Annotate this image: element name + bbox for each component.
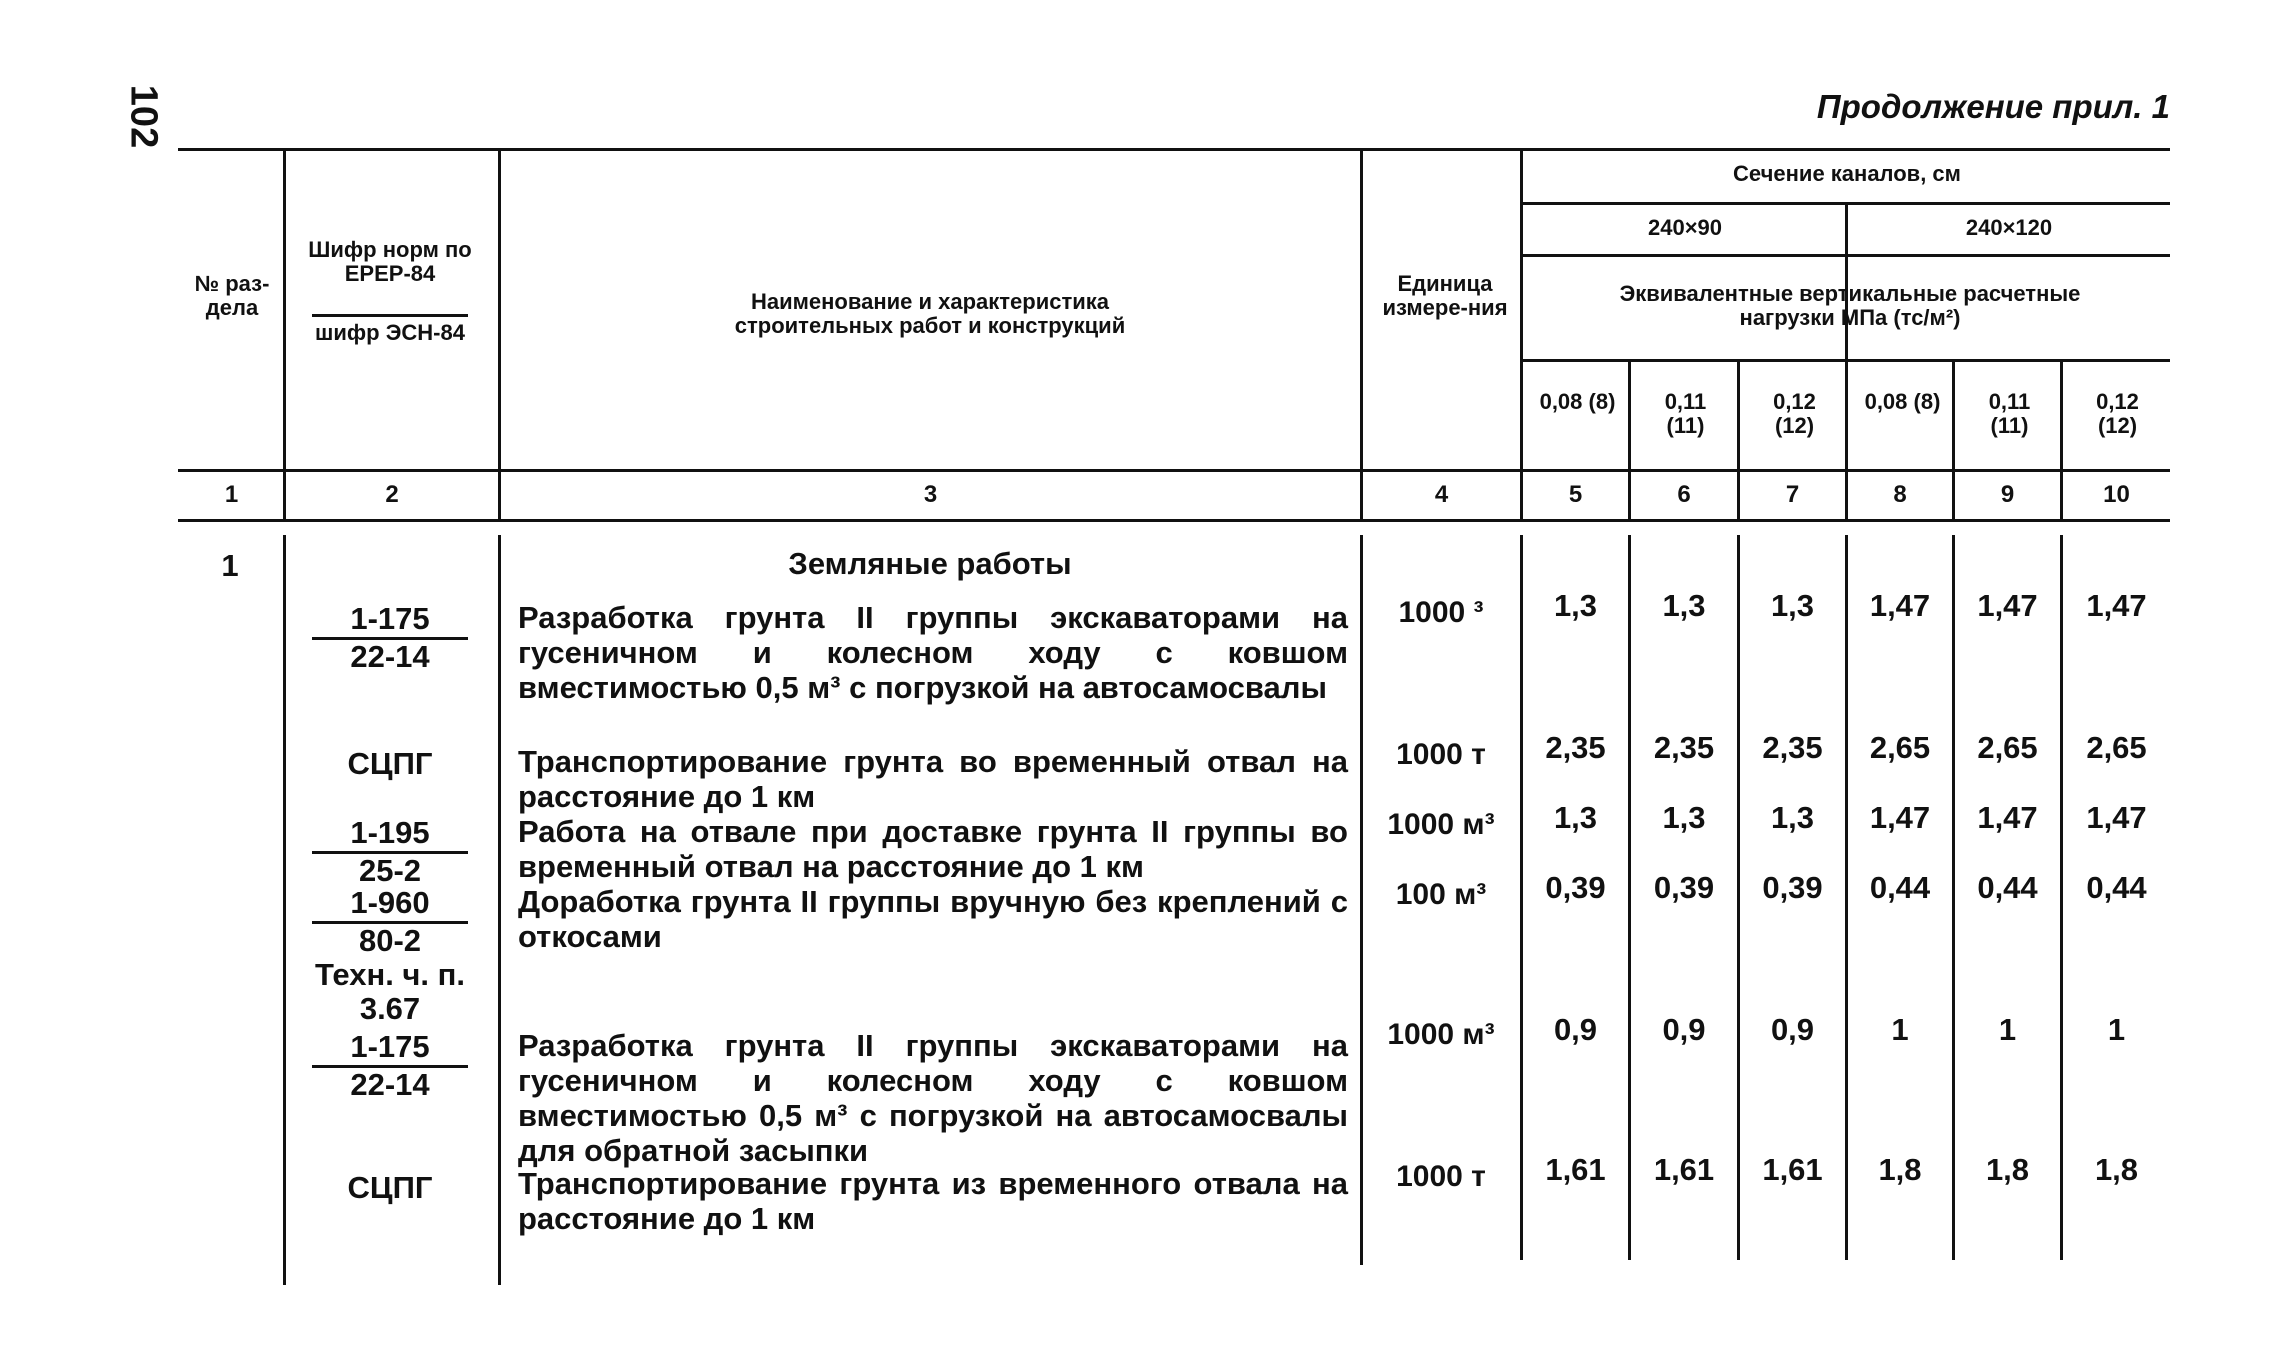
value-cell: 2,65 bbox=[1977, 730, 2038, 765]
value-cell: 0,39 bbox=[1762, 870, 1823, 905]
value-cell: 1,61 bbox=[1545, 1152, 1606, 1187]
value-cell: 2,65 bbox=[2086, 730, 2147, 765]
value-cell: 0,9 bbox=[1662, 1012, 1706, 1047]
value-cell: 1,8 bbox=[1985, 1152, 2030, 1187]
value-cell: 1,61 bbox=[1762, 1152, 1823, 1187]
value-cell: 1,47 bbox=[1869, 800, 1931, 835]
code-top: 1-960 bbox=[312, 886, 468, 924]
load-label: 0,11 (11) bbox=[1988, 389, 2031, 438]
value-cell: 2,35 bbox=[1762, 730, 1823, 765]
value-cell: 1,47 bbox=[1977, 588, 2038, 623]
value-cell: 2,65 bbox=[1869, 730, 1931, 765]
row-unit: 1000 ³ bbox=[1398, 596, 1484, 629]
column-number: 6 bbox=[1677, 481, 1691, 508]
value-cell: 1,3 bbox=[1553, 800, 1598, 835]
value-cell: 0,9 bbox=[1553, 1012, 1598, 1047]
value-cell: 1,47 bbox=[2086, 588, 2147, 623]
code-bottom: 22-14 bbox=[350, 1067, 430, 1102]
row-description: Разработка грунта II группы экскаваторами на гусеничном и колесном ходу с ковшом вместимостью 0,5 м³ с погрузкой на автосамосвалы bbox=[518, 600, 1348, 705]
rule-top bbox=[178, 148, 2170, 151]
value-cell: 1,61 bbox=[1653, 1152, 1715, 1187]
row-unit: 1000 т bbox=[1396, 1160, 1486, 1193]
column-number: 4 bbox=[1434, 481, 1449, 508]
running-header: Продолжение прил. 1 bbox=[1816, 88, 2170, 125]
value-cell: 1,3 bbox=[1662, 588, 1706, 623]
body-vline-1 bbox=[283, 535, 286, 1285]
row-description: Транспортирование грунта во временный отвал на расстояние до 1 км bbox=[518, 744, 1348, 814]
code-bottom: 22-14 bbox=[350, 639, 430, 674]
value-cell: 1,3 bbox=[1770, 588, 1815, 623]
value-cell: 1,8 bbox=[1878, 1152, 1922, 1187]
vline-7 bbox=[1845, 202, 1848, 522]
row-unit: 100 м³ bbox=[1395, 878, 1487, 911]
row-code-fraction bbox=[312, 602, 468, 674]
value-cell: 1,3 bbox=[1770, 800, 1815, 835]
value-cell: 1,47 bbox=[1977, 800, 2038, 835]
header-unit: Единица измере-ния bbox=[1382, 271, 1508, 320]
row-description: Доработка грунта II группы вручную без креплений с откосами bbox=[518, 884, 1348, 954]
value-cell: 1,47 bbox=[1869, 588, 1931, 623]
row-description: Разработка грунта II группы экскаваторами на гусеничном и колесном ходу с ковшом вместимостью 0,5 м³ с погрузкой на автосамосвалы для обратной засыпки bbox=[518, 1028, 1348, 1168]
vline-2 bbox=[498, 148, 501, 522]
header-description: Наименование и характеристика строительных работ и конструкций bbox=[734, 289, 1126, 338]
column-number: 7 bbox=[1785, 481, 1800, 508]
value-cell: 1,3 bbox=[1553, 588, 1598, 623]
column-number: 8 bbox=[1893, 481, 1907, 508]
row-description: Работа на отвале при доставке грунта II группы во временный отвал на расстояние до 1 км bbox=[518, 814, 1348, 884]
row-code-fraction bbox=[312, 886, 468, 958]
row-unit: 1000 м³ bbox=[1387, 1018, 1495, 1051]
value-cell: 1,8 bbox=[2094, 1152, 2139, 1187]
page-number: 102 bbox=[122, 84, 165, 149]
load-label: 0,11 (11) bbox=[1664, 389, 1707, 438]
value-cell: 1 bbox=[2107, 1012, 2126, 1047]
code-bottom: 80-2 bbox=[358, 923, 422, 958]
code-top: 1-175 bbox=[312, 1030, 468, 1068]
vline-1 bbox=[283, 148, 286, 522]
header-code-bottom: шифр ЭСН-84 bbox=[315, 320, 465, 345]
row-unit: 1000 т bbox=[1396, 738, 1486, 771]
load-label: 0,08 (8) bbox=[1539, 389, 1616, 414]
row-code: СЦПГ bbox=[347, 1170, 433, 1205]
column-number: 5 bbox=[1568, 481, 1583, 508]
header-section-b: 240×120 bbox=[1965, 215, 2053, 240]
value-cell: 0,39 bbox=[1653, 870, 1715, 905]
row-unit: 1000 м³ bbox=[1387, 808, 1495, 841]
row-code-fraction bbox=[312, 816, 468, 888]
value-cell: 1,3 bbox=[1662, 800, 1706, 835]
code-bottom: 25-2 bbox=[358, 853, 422, 888]
row-code-fraction bbox=[312, 1030, 468, 1102]
header-code-top: Шифр норм по ЕРЕР-84 bbox=[308, 237, 472, 286]
header-loads-title: Эквивалентные вертикальные расчетные нагрузки МПа (тс/м²) bbox=[1619, 281, 2081, 330]
column-number: 9 bbox=[2000, 481, 2015, 508]
vline-3 bbox=[1360, 148, 1363, 522]
column-number: 2 bbox=[385, 481, 399, 508]
header-section-a: 240×90 bbox=[1647, 215, 1723, 240]
value-cell: 2,35 bbox=[1545, 730, 1606, 765]
body-vline-2 bbox=[498, 535, 501, 1285]
section-number: 1 bbox=[221, 548, 239, 583]
value-cell: 0,44 bbox=[1977, 870, 2038, 905]
column-number: 3 bbox=[923, 481, 938, 508]
header-section-number: № раз-дела bbox=[194, 271, 270, 320]
row-description: Транспортирование грунта из временного отвала на расстояние до 1 км bbox=[518, 1166, 1348, 1236]
column-number: 10 bbox=[2103, 481, 2130, 508]
value-cell: 0,44 bbox=[1869, 870, 1931, 905]
value-cell: 1,47 bbox=[2086, 800, 2147, 835]
header-code-rule bbox=[312, 314, 468, 317]
load-label: 0,08 (8) bbox=[1864, 389, 1941, 414]
code-top: 1-195 bbox=[312, 816, 468, 854]
code-note: Техн. ч. п. 3.67 bbox=[315, 957, 465, 1026]
header-group-title: Сечение каналов, см bbox=[1733, 161, 1961, 186]
value-cell: 0,9 bbox=[1770, 1012, 1815, 1047]
rule-header-bottom bbox=[178, 469, 2170, 472]
value-cell: 0,44 bbox=[2086, 870, 2147, 905]
section-title: Земляные работы bbox=[788, 546, 1072, 581]
column-number: 1 bbox=[224, 481, 239, 508]
rule-numbers bbox=[178, 519, 2170, 522]
load-label: 0,12 (12) bbox=[2096, 389, 2139, 438]
value-cell: 1 bbox=[1998, 1012, 2017, 1047]
vline-4 bbox=[1520, 148, 1523, 522]
row-code: СЦПГ bbox=[347, 746, 433, 781]
value-cell: 2,35 bbox=[1653, 730, 1715, 765]
value-cell: 0,39 bbox=[1545, 870, 1606, 905]
code-top: 1-175 bbox=[312, 602, 468, 640]
value-cell: 1 bbox=[1891, 1012, 1909, 1047]
load-label: 0,12 (12) bbox=[1773, 389, 1816, 438]
